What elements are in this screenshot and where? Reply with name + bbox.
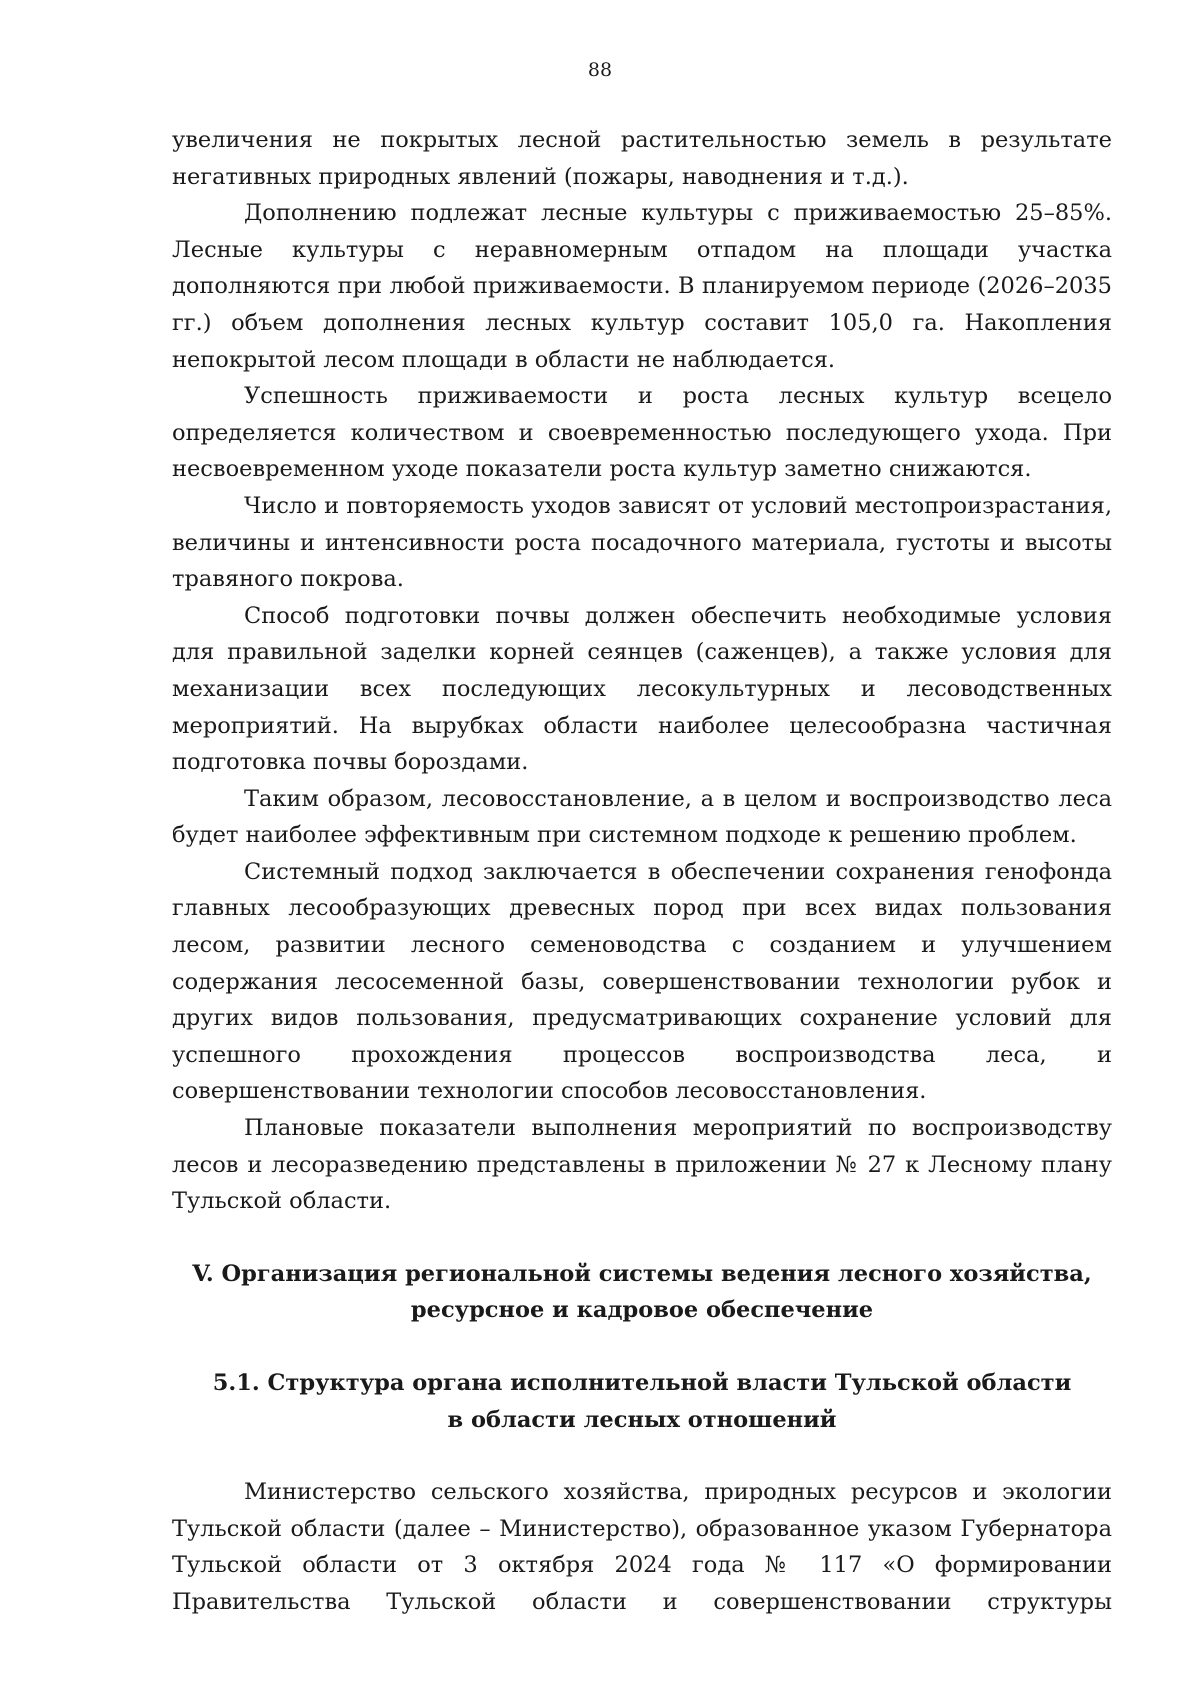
paragraph-ministry: Министерство сельского хозяйства, природных ресурсов и экологии Тульской области (далее – Министерство), образованное указом Губернатора Тульской области от 3 октября 2024 года № 117 «О формировании Правительства Тульской области и совершенствовании структуры	[172, 1479, 1112, 1615]
subsection-heading-line1: 5.1. Структура органа исполнительной власти Тульской области	[212, 1370, 1072, 1396]
paragraph-system-approach: Системный подход заключается в обеспечении сохранения генофонда главных лесообразующих древесных пород при всех видах пользования лесом, развитии лесного семеноводства с созданием и улучшением содержания лесосеменной базы, совершенствовании технологии рубок и других видов пользования, предусматривающих сохранение условий для успешного прохождения процессов воспроизводства леса, и совершенствовании технологии способов лесовосстановления.	[172, 858, 1112, 1105]
paragraph-planned-indicators: Плановые показатели выполнения мероприятий по воспроизводству лесов и лесоразведению представлены в приложении № 27 к Лесному плану Тульской области.	[172, 1115, 1112, 1215]
section-heading-line1: V. Организация региональной системы ведения лесного хозяйства,	[192, 1260, 1092, 1287]
paragraph-soil-preparation: Способ подготовки почвы должен обеспечить необходимые условия для правильной заделки корней сеянцев (саженцев), а также условия для механизации всех последующих лесокультурных и лесоводственных мероприятий. На вырубках области наиболее целесообразна частичная подготовка почвы бороздами.	[172, 602, 1112, 776]
paragraph-supplement-crops: Дополнению подлежат лесные культуры с приживаемостью 25–85%. Лесные культуры с неравномерным отпадом на площади участка дополняются при любой приживаемости. В планируемом периоде (2026–2035 гг.) объем дополнения лесных культур составит 105,0 га. Накопления непокрытой лесом площади в области не наблюдается.	[172, 200, 1112, 373]
paragraph-care-frequency: Число и повторяемость уходов зависят от условий местопроизрастания, величины и интенсивности роста посадочного материала, густоты и высоты травяного покрова.	[172, 492, 1112, 593]
paragraph-reforestation-summary: Таким образом, лесовосстановление, а в целом и воспроизводство леса будет наиболее эффективным при системном подходе к решению проблем.	[172, 785, 1112, 849]
section-heading-line2: ресурсное и кадровое обеспечение	[410, 1297, 874, 1324]
subsection-heading-line2: в области лесных отношений	[447, 1406, 837, 1433]
paragraph-survival-success: Успешность приживаемости и роста лесных культур всецело определяется количеством и своевременностью последующего ухода. При несвоевременном уходе показатели роста культур заметно снижаются.	[172, 383, 1112, 483]
page-number: 88	[587, 59, 613, 81]
page-content	[172, 122, 1112, 1621]
paragraph-continuation: увеличения не покрытых лесной растительностью земель в результате негативных природных явлений (пожары, наводнения и т.д.).	[172, 127, 1112, 190]
subsection-heading	[172, 1365, 1112, 1438]
section-heading	[172, 1256, 1112, 1329]
